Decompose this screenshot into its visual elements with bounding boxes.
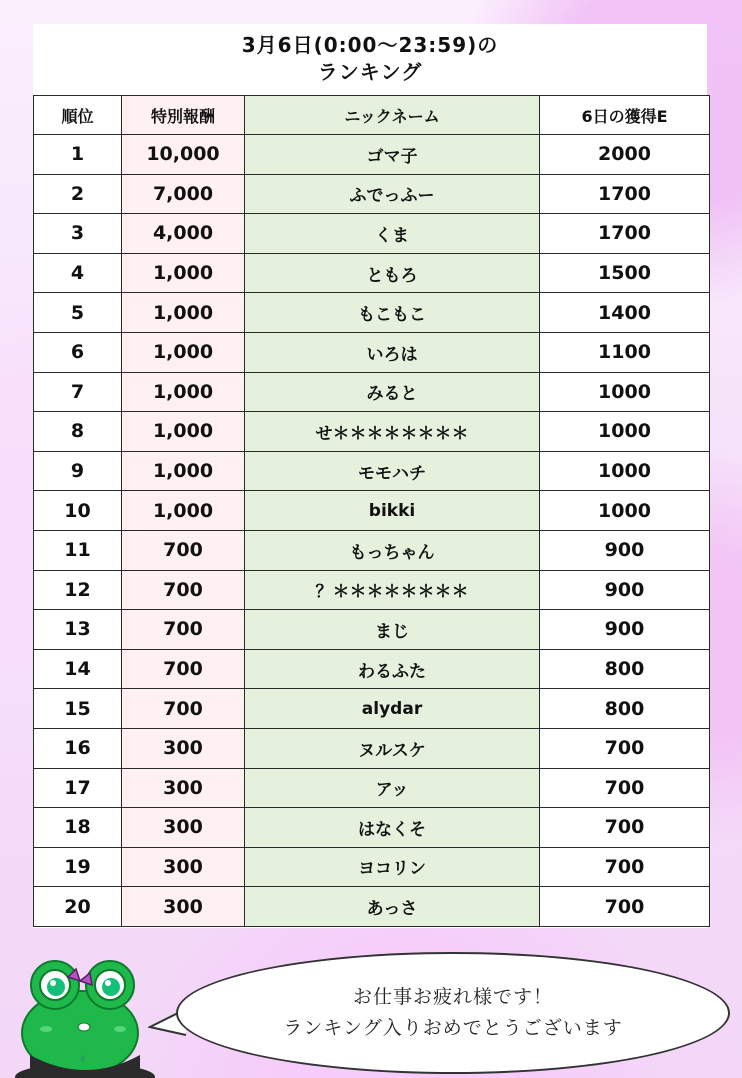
nickname-cell: いろは (245, 332, 540, 372)
nickname-cell: bikki (245, 491, 540, 531)
nickname-cell: みると (245, 372, 540, 412)
table-row (34, 412, 710, 452)
score-cell: 1000 (540, 491, 710, 531)
rank-cell: 6 (34, 332, 122, 372)
reward-cell: 10,000 (122, 135, 245, 175)
score-cell: 1700 (540, 174, 710, 214)
score-cell: 700 (540, 728, 710, 768)
reward-cell: 1,000 (122, 491, 245, 531)
table-row (34, 689, 710, 729)
header-reward: 特別報酬 (122, 96, 245, 135)
table-row (34, 214, 710, 254)
nickname-cell: もっちゃん (245, 530, 540, 570)
reward-cell: 700 (122, 649, 245, 689)
score-cell: 1000 (540, 412, 710, 452)
score-cell: 1700 (540, 214, 710, 254)
reward-cell: 700 (122, 689, 245, 729)
rank-cell: 4 (34, 253, 122, 293)
table-row (34, 372, 710, 412)
score-cell: 700 (540, 768, 710, 808)
reward-cell: 300 (122, 728, 245, 768)
rank-cell: 16 (34, 728, 122, 768)
table-row (34, 728, 710, 768)
rank-cell: 19 (34, 847, 122, 887)
reward-cell: 4,000 (122, 214, 245, 254)
ranking-table-body (34, 135, 710, 927)
rank-cell: 12 (34, 570, 122, 610)
score-cell: 900 (540, 530, 710, 570)
nickname-cell: アッ (245, 768, 540, 808)
reward-cell: 1,000 (122, 332, 245, 372)
nickname-cell: alydar (245, 689, 540, 729)
bubble-line-1: お仕事お疲れ様です！ (352, 986, 553, 1008)
reward-cell: 300 (122, 808, 245, 848)
table-row (34, 174, 710, 214)
table-header-row (34, 96, 710, 135)
rank-cell: 5 (34, 293, 122, 333)
rank-cell: 11 (34, 530, 122, 570)
frog-mascot-icon (10, 955, 160, 1078)
rank-cell: 8 (34, 412, 122, 452)
nickname-cell: わるふた (245, 649, 540, 689)
rank-cell: 18 (34, 808, 122, 848)
score-cell: 700 (540, 808, 710, 848)
reward-cell: 300 (122, 768, 245, 808)
reward-cell: 300 (122, 887, 245, 927)
rank-cell: 7 (34, 372, 122, 412)
score-cell: 700 (540, 847, 710, 887)
rank-cell: 15 (34, 689, 122, 729)
nickname-cell: もこもこ (245, 293, 540, 333)
table-row (34, 451, 710, 491)
nickname-cell: くま (245, 214, 540, 254)
nickname-cell: せ＊＊＊＊＊＊＊＊ (245, 412, 540, 452)
rank-cell: 2 (34, 174, 122, 214)
table-row (34, 808, 710, 848)
reward-cell: 1,000 (122, 372, 245, 412)
reward-cell: 700 (122, 610, 245, 650)
rank-cell: 13 (34, 610, 122, 650)
score-cell: 900 (540, 570, 710, 610)
nickname-cell: あっさ (245, 887, 540, 927)
reward-cell: 1,000 (122, 451, 245, 491)
nickname-cell: ゴマ子 (245, 135, 540, 175)
rank-cell: 9 (34, 451, 122, 491)
table-row (34, 847, 710, 887)
table-row (34, 491, 710, 531)
rank-cell: 17 (34, 768, 122, 808)
table-row (34, 570, 710, 610)
reward-cell: 300 (122, 847, 245, 887)
reward-cell: 7,000 (122, 174, 245, 214)
table-row (34, 253, 710, 293)
table-row (34, 649, 710, 689)
table-row (34, 332, 710, 372)
rank-cell: 10 (34, 491, 122, 531)
table-row (34, 887, 710, 927)
nickname-cell: まじ (245, 610, 540, 650)
table-row (34, 135, 710, 175)
table-row (34, 530, 710, 570)
score-cell: 900 (540, 610, 710, 650)
bubble-line-2: ランキング入りおめでとうございます (283, 1017, 623, 1039)
nickname-cell: ともろ (245, 253, 540, 293)
title-line-2: ランキング (317, 60, 423, 84)
reward-cell: 1,000 (122, 412, 245, 452)
score-cell: 800 (540, 689, 710, 729)
nickname-cell: ヌルスケ (245, 728, 540, 768)
reward-cell: 700 (122, 530, 245, 570)
nickname-cell: モモハチ (245, 451, 540, 491)
score-cell: 700 (540, 887, 710, 927)
ranking-table (33, 95, 710, 927)
score-cell: 1000 (540, 451, 710, 491)
speech-bubble (176, 952, 730, 1074)
header-nickname: ニックネーム (245, 96, 540, 135)
title-line-1: 3月6日(0:00～23:59)の (241, 33, 499, 57)
rank-cell: 20 (34, 887, 122, 927)
score-cell: 1400 (540, 293, 710, 333)
table-row (34, 768, 710, 808)
score-cell: 1000 (540, 372, 710, 412)
table-row (34, 293, 710, 333)
reward-cell: 700 (122, 570, 245, 610)
nickname-cell: ふでっふー (245, 174, 540, 214)
reward-cell: 1,000 (122, 293, 245, 333)
rank-cell: 1 (34, 135, 122, 175)
score-cell: 1500 (540, 253, 710, 293)
rank-cell: 3 (34, 214, 122, 254)
page-title (33, 24, 707, 94)
header-rank: 順位 (34, 96, 122, 135)
score-cell: 1100 (540, 332, 710, 372)
nickname-cell: はなくそ (245, 808, 540, 848)
rank-cell: 14 (34, 649, 122, 689)
score-cell: 2000 (540, 135, 710, 175)
header-score: 6日の獲得E (540, 96, 710, 135)
table-row (34, 610, 710, 650)
score-cell: 800 (540, 649, 710, 689)
nickname-cell: ？＊＊＊＊＊＊＊＊ (245, 570, 540, 610)
nickname-cell: ヨコリン (245, 847, 540, 887)
reward-cell: 1,000 (122, 253, 245, 293)
